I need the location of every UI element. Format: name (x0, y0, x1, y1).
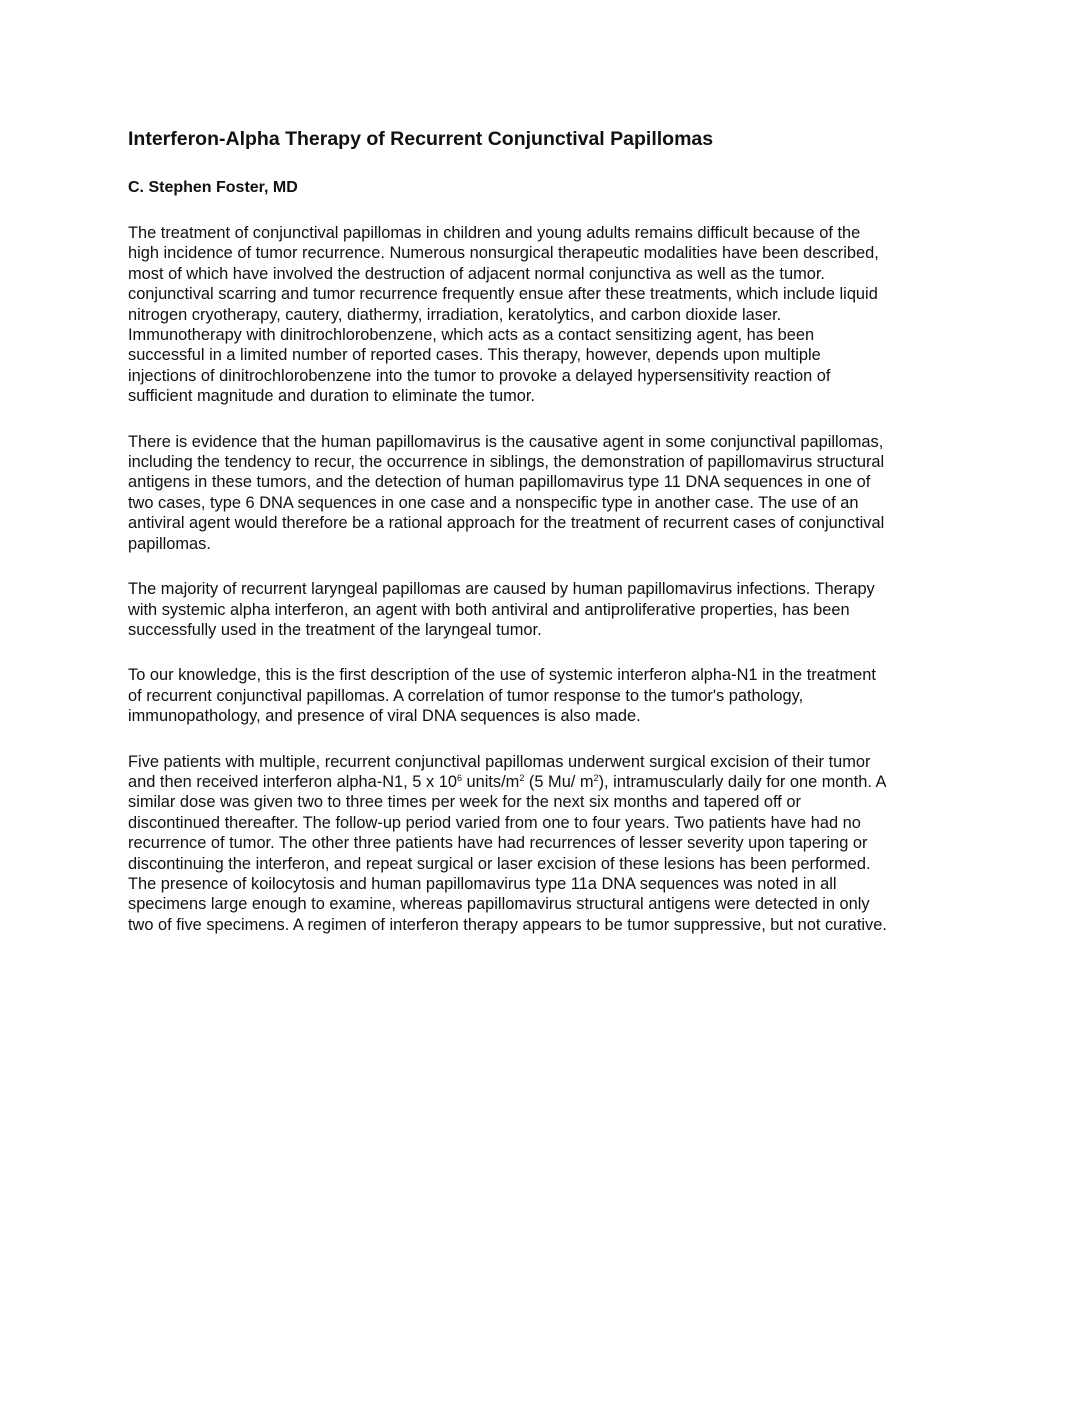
text-line: discontinuing the interferon, and repeat surgical or laser excision of these lesions has been performed. (128, 854, 871, 873)
text-line: The treatment of conjunctival papillomas in children and young adults remains difficult because of the (128, 224, 861, 242)
text-line: with systemic alpha interferon, an agent with both antiviral and antiproliferative properties, has been (128, 600, 850, 619)
text-line: To our knowledge, this is the first description of the use of systemic interferon alpha-N1 in the treatment (128, 666, 876, 685)
text-line: immunopathology, and presence of viral DNA sequences is also made. (128, 707, 641, 726)
text-line: specimens large enough to examine, whereas papillomavirus structural antigens were detected in only (128, 895, 870, 914)
text-line: two cases, type 6 DNA sequences in one case and a nonspecific type in another case. The use of an (128, 493, 859, 512)
text-line: antigens in these tumors, and the detection of human papillomavirus type 11 DNA sequences in one of (128, 473, 871, 492)
paragraph-4 (128, 665, 963, 726)
text-line: The presence of koilocytosis and human papillomavirus type 11a DNA sequences was noted in all (128, 874, 837, 893)
text-line: conjunctival scarring and tumor recurrence frequently ensue after these treatments, which include liquid (128, 285, 878, 304)
text-line: of recurrent conjunctival papillomas. A correlation of tumor response to the tumor's pathology, (128, 686, 804, 705)
text-line: Five patients with multiple, recurrent conjunctival papillomas underwent surgical excision of their tumor (128, 752, 871, 771)
text-line: papillomas. (128, 534, 211, 553)
text-line: discontinued thereafter. The follow-up period varied from one to four years. Two patients have had no (128, 813, 861, 832)
paragraph-5 (128, 752, 963, 936)
superscript: 2 (593, 772, 599, 783)
text-fragment: and then received interferon alpha-N1, 5 x 10 (128, 772, 457, 791)
text-line: two of five specimens. A regimen of interferon therapy appears to be tumor suppressive, but not curative. (128, 915, 887, 934)
text-fragment: ), intramuscularly daily for one month. A (598, 772, 887, 791)
text-line: sufficient magnitude and duration to eliminate the tumor. (128, 387, 535, 406)
text-line: The majority of recurrent laryngeal papillomas are caused by human papillomavirus infections. Therapy (128, 580, 875, 599)
text-line: including the tendency to recur, the occurrence in siblings, the demonstration of papillomavirus structural (128, 453, 885, 472)
document-page (128, 126, 963, 935)
text-line: recurrence of tumor. The other three patients have had recurrences of lesser severity upon tapering or (128, 834, 868, 853)
text-line: antiviral agent would therefore be a rational approach for the treatment of recurrent cases of conjunctival (128, 514, 885, 533)
text-line: similar dose was given two to three times per week for the next six months and tapered off or (128, 793, 801, 812)
document-title: Interferon-Alpha Therapy of Recurrent Conjunctival Papillomas (128, 128, 714, 150)
text-fragment: (5 Mu/ m (524, 772, 594, 791)
text-line: nitrogen cryotherapy, cautery, diathermy, irradiation, keratolytics, and carbon dioxide laser. (128, 305, 782, 324)
text-line: Immunotherapy with dinitrochlorobenzene, which acts as a contact sensitizing agent, has been (128, 326, 815, 345)
paragraph-3 (128, 579, 963, 640)
text-line: successful in a limited number of reported cases. This therapy, however, depends upon multiple (128, 346, 821, 365)
text-line: high incidence of tumor recurrence. Numerous nonsurgical therapeutic modalities have been described, (128, 244, 879, 263)
text-line: successfully used in the treatment of the laryngeal tumor. (128, 620, 542, 639)
text-line: most of which have involved the destruction of adjacent normal conjunctiva as well as the tumor. (128, 264, 825, 283)
text-line-with-superscripts (128, 772, 963, 792)
superscript: 2 (519, 772, 525, 783)
paragraph-1 (128, 223, 963, 407)
text-line: injections of dinitrochlorobenzene into the tumor to provoke a delayed hypersensitivity reaction of (128, 366, 831, 385)
author-line: C. Stephen Foster, MD (128, 179, 298, 196)
text-fragment: units/m (461, 772, 520, 791)
paragraph-2 (128, 432, 963, 554)
superscript: 6 (456, 772, 462, 783)
text-line: There is evidence that the human papillomavirus is the causative agent in some conjunctival papillomas, (128, 432, 884, 451)
